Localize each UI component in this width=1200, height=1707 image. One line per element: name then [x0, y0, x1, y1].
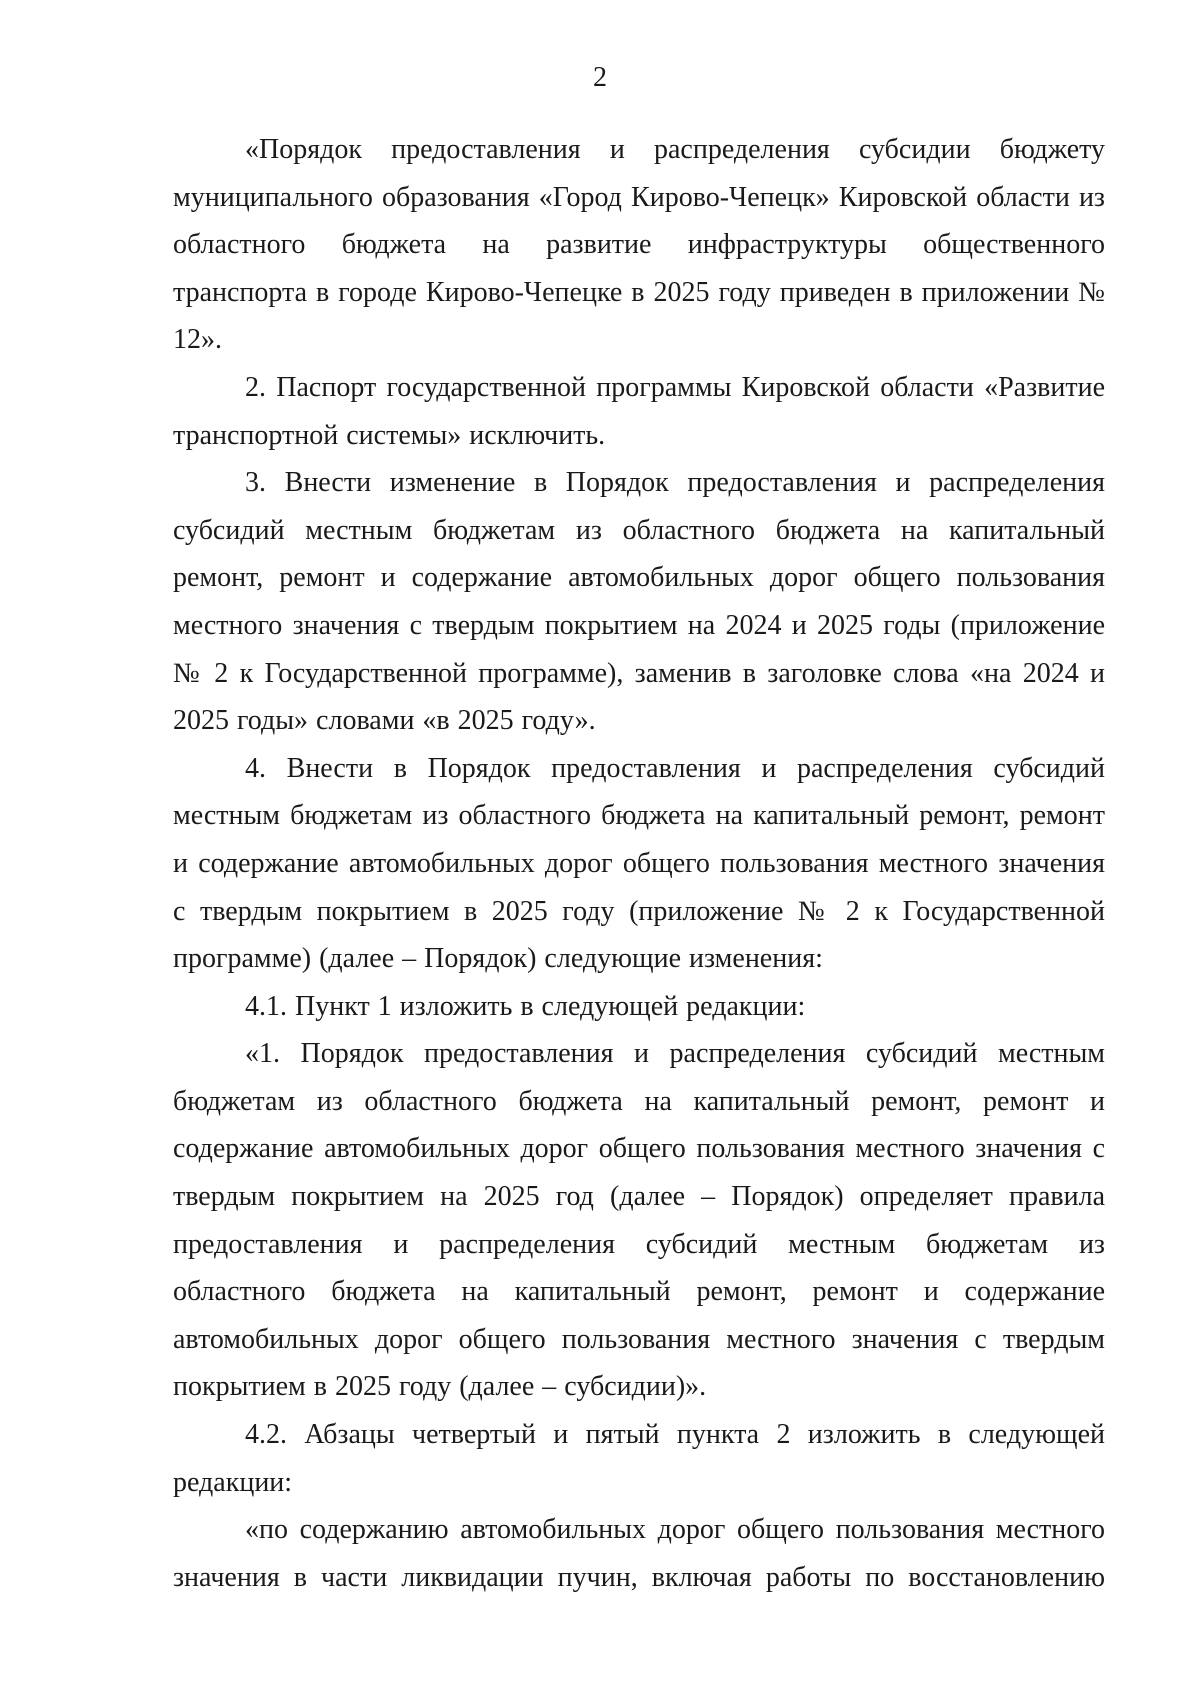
document-body	[173, 126, 1105, 1601]
paragraph-order-title-quote: «Порядок предоставления и распределения субсидии бюджету муниципального образования «Город Кирово-Чепецк» Кировской области из областного бюджета на развитие инфраструктуры общественного транспорта в городе Кирово-Чепецке в 2025 году приведен в приложении № 12».	[173, 134, 1105, 356]
paragraph-item-2: 2. Паспорт государственной программы Кировской области «Развитие транспортной системы» исключить.	[173, 371, 1105, 451]
paragraph-item-4-1-quote: «1. Порядок предоставления и распределения субсидий местным бюджетам из областного бюджета на капитальный ремонт, ремонт и содержание автомобильных дорог общего пользования местного значения с твердым покрытием на 2025 год (далее – Порядок) определяет правила предоставления и распределения субсидий местным бюджетам из областного бюджета на капитальный ремонт, ремонт и содержание автомобильных дорог общего пользования местного значения с твердым покрытием в 2025 году (далее – субсидии)».	[173, 1038, 1105, 1403]
paragraph-item-4-1: 4.1. Пункт 1 изложить в следующей редакции:	[245, 990, 806, 1022]
paragraph-item-4-2-quote: «по содержанию автомобильных дорог общего пользования местного значения в части ликвидации пучин, включая работы по восстановлению	[173, 1514, 1105, 1593]
paragraph-item-4-2: 4.2. Абзацы четвертый и пятый пункта 2 изложить в следующей редакции:	[173, 1419, 1105, 1498]
page-number: 2	[593, 62, 607, 93]
paragraph-item-3: 3. Внести изменение в Порядок предоставления и распределения субсидий местным бюджетам из областного бюджета на капитальный ремонт, ремонт и содержание автомобильных дорог общего пользования местного значения с твердым покрытием на 2024 и 2025 годы (приложение № 2 к Государственной программе), заменив в заголовке слова «на 2024 и 2025 годы» словами «в 2025 году».	[173, 467, 1105, 737]
paragraph-item-4: 4. Внести в Порядок предоставления и распределения субсидий местным бюджетам из областного бюджета на капитальный ремонт, ремонт и содержание автомобильных дорог общего пользования местного значения с твердым покрытием в 2025 году (приложение № 2 к Государственной программе) (далее – Порядок) следующие изменения:	[173, 752, 1105, 975]
